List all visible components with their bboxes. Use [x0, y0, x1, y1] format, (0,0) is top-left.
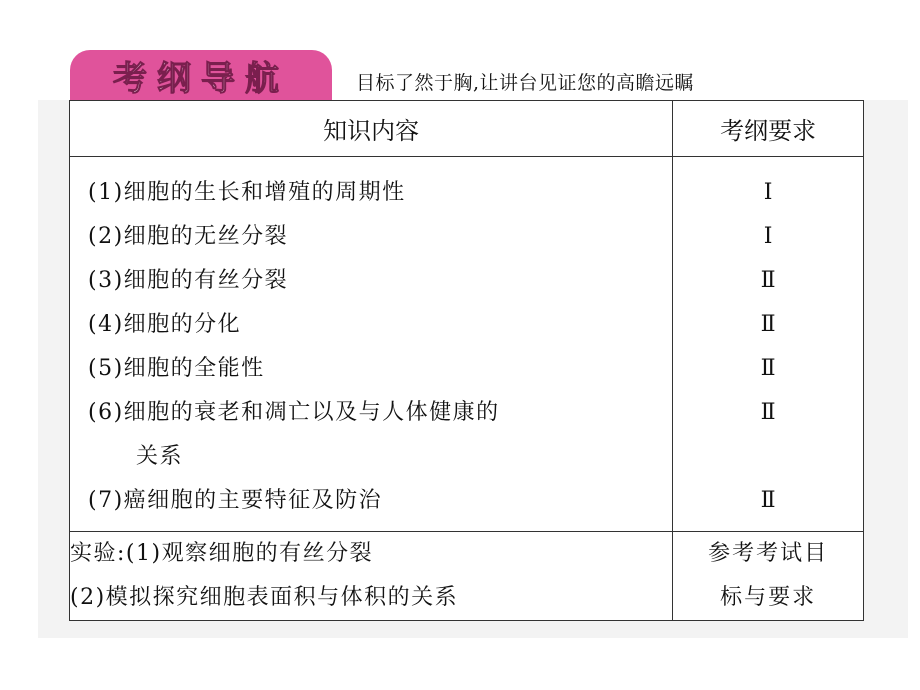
level-list-cell [673, 157, 864, 532]
knowledge-list [70, 157, 672, 531]
list-item-text: (6)细胞的衰老和凋亡以及与人体健康的 [88, 400, 500, 425]
list-item [70, 391, 672, 479]
level-list [673, 157, 863, 531]
experiment-level-line-1: 参考考试目 [708, 541, 829, 566]
header-knowledge-content: 知识内容 [70, 101, 673, 157]
knowledge-row [70, 157, 864, 532]
syllabus-table [69, 100, 864, 621]
list-item: (2)细胞的无丝分裂 [88, 224, 289, 249]
list-item: (4)细胞的分化 [88, 312, 242, 337]
level-value: Ⅱ [760, 488, 776, 513]
list-item: (5)细胞的全能性 [88, 356, 265, 381]
experiment-line-2: (2)模拟探究细胞表面积与体积的关系 [70, 585, 459, 610]
header-tab-title: 考纲导航 [113, 58, 289, 99]
level-value: Ⅰ [763, 224, 773, 249]
knowledge-list-cell [70, 157, 673, 532]
level-value: Ⅱ [760, 356, 776, 381]
experiment-row [70, 532, 864, 621]
experiment-level-cell [673, 532, 864, 621]
level-value: Ⅱ [760, 268, 776, 293]
level-value: Ⅱ [760, 312, 776, 337]
level-value: Ⅱ [760, 400, 776, 425]
level-value: Ⅰ [763, 180, 773, 205]
experiment-line-1: 实验:(1)观察细胞的有丝分裂 [70, 541, 374, 566]
header-tab [70, 50, 332, 100]
list-item: (3)细胞的有丝分裂 [88, 268, 289, 293]
header-syllabus-requirement: 考纲要求 [673, 101, 864, 157]
list-item: (1)细胞的生长和增殖的周期性 [88, 180, 406, 205]
header-slogan: 目标了然于胸,让讲台见证您的高瞻远瞩 [356, 72, 695, 94]
table-header-row [70, 101, 864, 157]
experiment-level-line-2: 标与要求 [720, 585, 817, 610]
list-item: (7)癌细胞的主要特征及防治 [88, 488, 383, 513]
list-item-text-continued: 关系 [136, 444, 184, 469]
experiment-cell [70, 532, 673, 621]
